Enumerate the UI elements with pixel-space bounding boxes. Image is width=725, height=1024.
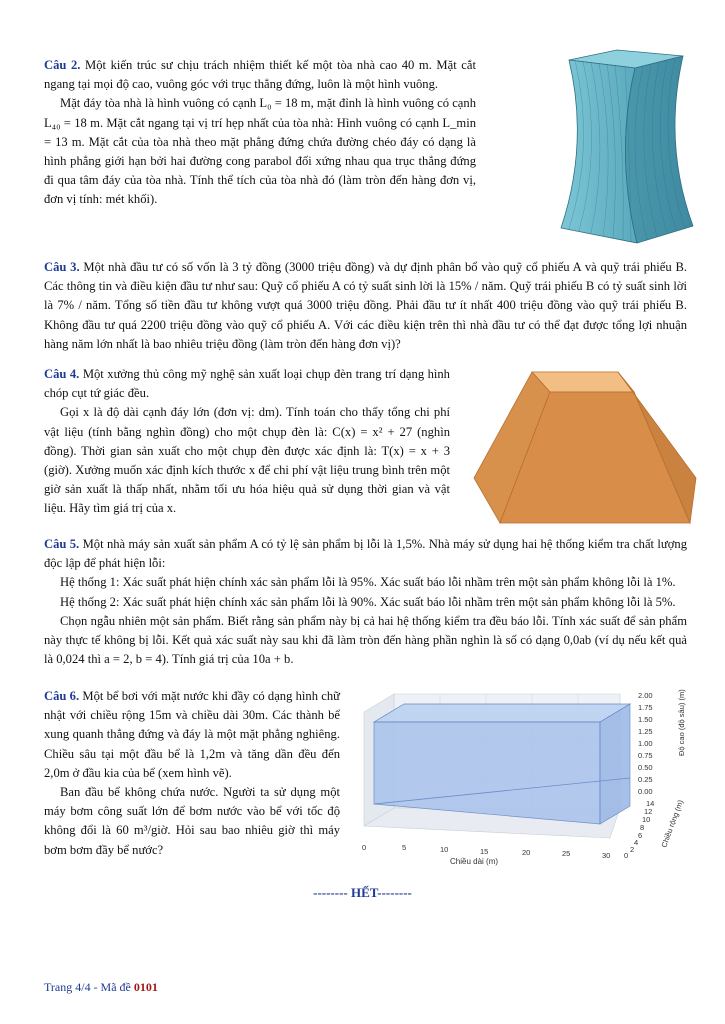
z-tick: 1.00 bbox=[638, 739, 653, 748]
question-6-body: Ban đầu bể không chứa nước. Người ta sử dụng một máy bơm công suất lớn để bơm nước vào bể với tốc độ không đổi là 60 m³/giờ. Hỏi sau bao nhiêu giờ thì máy bơm bơm đầy bể nước? bbox=[44, 785, 340, 857]
pool-water-side bbox=[600, 704, 630, 824]
z-tick: 1.75 bbox=[638, 703, 653, 712]
end-marker: -------- HẾT-------- bbox=[313, 885, 412, 900]
y-tick: 10 bbox=[642, 815, 651, 824]
page-number: Trang 4/4 - Mã đề bbox=[44, 980, 134, 994]
question-3-body: Một nhà đầu tư có số vốn là 3 tỷ đồng (3000 triệu đồng) và dự định phân bổ vào quỹ cổ phiếu A và quỹ trái phiếu B. Các thông tin và điều kiện đầu tư như sau: Quỹ cổ phiếu A có tỷ suất sinh lời là 15% / năm. Quỹ trái phiếu B có tỷ suất sinh lời là 7% / năm. Tổng số tiền đầu tư không vượt quá 3000 triệu đồng. Phải đầu tư ít nhất 400 triệu đồng vào quỹ trái phiếu B. Không đầu tư quá 2200 triệu đồng vào quỹ cổ phiếu A. Với các điều kiện trên thì nhà đầu tư có thể đạt được tổng lợi nhuận hàng năm lớn nhất là bao nhiêu triệu đồng (làm tròn đến hàng đơn vị)? bbox=[44, 260, 688, 351]
z-tick: 0.75 bbox=[638, 751, 653, 760]
lampshade-frustum-figure bbox=[470, 368, 700, 528]
x-tick: 15 bbox=[480, 847, 489, 856]
z-tick: 1.50 bbox=[638, 715, 653, 724]
question-6-intro: Một bể bơi với mặt nước khi đầy có dạng hình chữ nhật với chiều rộng 15m và chiều dài 30m. Các thành bể xung quanh thẳng đứng và đáy là một mặt phẳng nghiêng. Chiều sâu tại một đầu bể là 1,2m và tăng dần đều đến 2,0m ở đầu kia của bể (xem hình vẽ). bbox=[44, 689, 340, 780]
question-3-label: Câu 3. bbox=[44, 260, 80, 274]
y-tick: 0 bbox=[624, 851, 629, 860]
pool-water-top bbox=[374, 704, 630, 722]
question-5-intro: Một nhà máy sản xuất sản phẩm A có tỷ lệ sản phẩm bị lỗi là 1,5%. Nhà máy sử dụng hai hệ thống kiểm tra chất lượng độc lập để phát hiện lỗi: bbox=[44, 537, 687, 571]
x-tick: 30 bbox=[602, 851, 611, 860]
question-4-body: Gọi x là độ dài cạnh đáy lớn (đơn vị: dm). Tính toán cho thấy tổng chi phí vật liệu (tính bằng nghìn đồng) cho một chụp đèn là: C(x) = x² + 27 (nghìn đồng). Thời gian sản xuất cho một chụp đèn được xác định là: T(x) = x + 3 (giờ). Xưởng muốn xác định kích thước x để chi phí vật liệu trung bình trên một giờ sản xuất là thấp nhất, nhằm tối ưu hóa hiệu quả sử dụng thời gian và vật liệu. Hãy tìm giá trị của x. bbox=[44, 405, 450, 516]
z-axis-label: Độ cao (độ sâu) (m) bbox=[677, 689, 686, 756]
x-tick: 25 bbox=[562, 849, 571, 858]
swimming-pool-3d-chart bbox=[348, 686, 688, 868]
question-6 bbox=[44, 687, 340, 860]
y-tick: 14 bbox=[646, 799, 655, 808]
question-5-system-2: Hệ thống 2: Xác suất phát hiện chính xác sản phẩm lỗi là 90%. Xác suất báo lỗi nhầm trên một sản phẩm không lỗi là 5%. bbox=[60, 594, 676, 609]
z-tick: 1.25 bbox=[638, 727, 653, 736]
x-tick: 5 bbox=[402, 843, 407, 852]
question-2-label: Câu 2. bbox=[44, 58, 81, 72]
question-4-label: Câu 4. bbox=[44, 367, 80, 381]
question-4 bbox=[44, 365, 450, 519]
question-2-intro: Một kiến trúc sư chịu trách nhiệm thiết kế một tòa nhà cao 40 m. Mặt cắt ngang tại mọi độ cao, vuông góc với trục thẳng đứng, luôn là một hình vuông. bbox=[44, 58, 476, 92]
question-6-label: Câu 6. bbox=[44, 689, 80, 703]
hyperbolic-building-figure bbox=[555, 48, 700, 248]
z-tick: 0.25 bbox=[638, 775, 653, 784]
building-right-face bbox=[625, 56, 693, 243]
y-tick: 4 bbox=[634, 838, 639, 847]
y-tick: 8 bbox=[640, 823, 645, 832]
question-2 bbox=[44, 56, 476, 210]
y-tick: 2 bbox=[630, 845, 635, 854]
z-tick: 0.50 bbox=[638, 763, 653, 772]
question-5-system-1: Hệ thống 1: Xác suất phát hiện chính xác sản phẩm lỗi là 95%. Xác suất báo lỗi nhầm trên một sản phẩm không lỗi là 1%. bbox=[60, 575, 676, 590]
y-tick: 6 bbox=[638, 831, 643, 840]
x-tick: 10 bbox=[440, 845, 449, 854]
x-tick: 0 bbox=[362, 843, 367, 852]
question-4-intro: Một xưởng thủ công mỹ nghệ sản xuất loại chụp đèn trang trí dạng hình chóp cụt tứ giác đều. bbox=[44, 367, 450, 401]
page-footer bbox=[44, 980, 158, 995]
question-2-body: Mặt đáy tòa nhà là hình vuông có cạnh L₀ = 18 m, mặt đỉnh là hình vuông có cạnh L₄₀ = 18 m. Mặt cắt ngang tại vị trí hẹp nhất của tòa nhà: Hình vuông có cạnh L_min = 13 m. Mặt cắt của tòa nhà theo mặt phẳng đứng chứa đường chéo đáy có dạng là hình phẳng giới hạn bởi hai đường cong parabol đối xứng nhau qua trục thẳng đứng đi qua tâm đáy của tòa nhà. Tính thể tích của tòa nhà đó (làm tròn đến hàng đơn vị, đơn vị tính: mét khối). bbox=[44, 96, 476, 207]
x-tick: 20 bbox=[522, 848, 531, 857]
z-tick: 2.00 bbox=[638, 691, 653, 700]
exam-code: 0101 bbox=[133, 980, 158, 994]
y-tick: 12 bbox=[644, 807, 653, 816]
question-5-body: Chọn ngẫu nhiên một sản phẩm. Biết rằng sản phẩm này bị cả hai hệ thống kiểm tra đều báo lỗi. Tính xác suất để sản phẩm này thực tế không bị lỗi. Kết quả xác suất này sau khi đã làm tròn đến hàng phần nghìn là số có dạng 0,0ab (ví dụ nếu kết quả là 0,024 thì a = 2, b = 4). Tính giá trị của 10a + b. bbox=[44, 613, 687, 667]
y-axis-label: Chiều rộng (m) bbox=[659, 798, 685, 849]
question-5-label: Câu 5. bbox=[44, 537, 80, 551]
question-5 bbox=[44, 535, 687, 669]
question-3 bbox=[44, 258, 687, 354]
x-axis-label: Chiều dài (m) bbox=[450, 857, 499, 866]
z-tick: 0.00 bbox=[638, 787, 653, 796]
